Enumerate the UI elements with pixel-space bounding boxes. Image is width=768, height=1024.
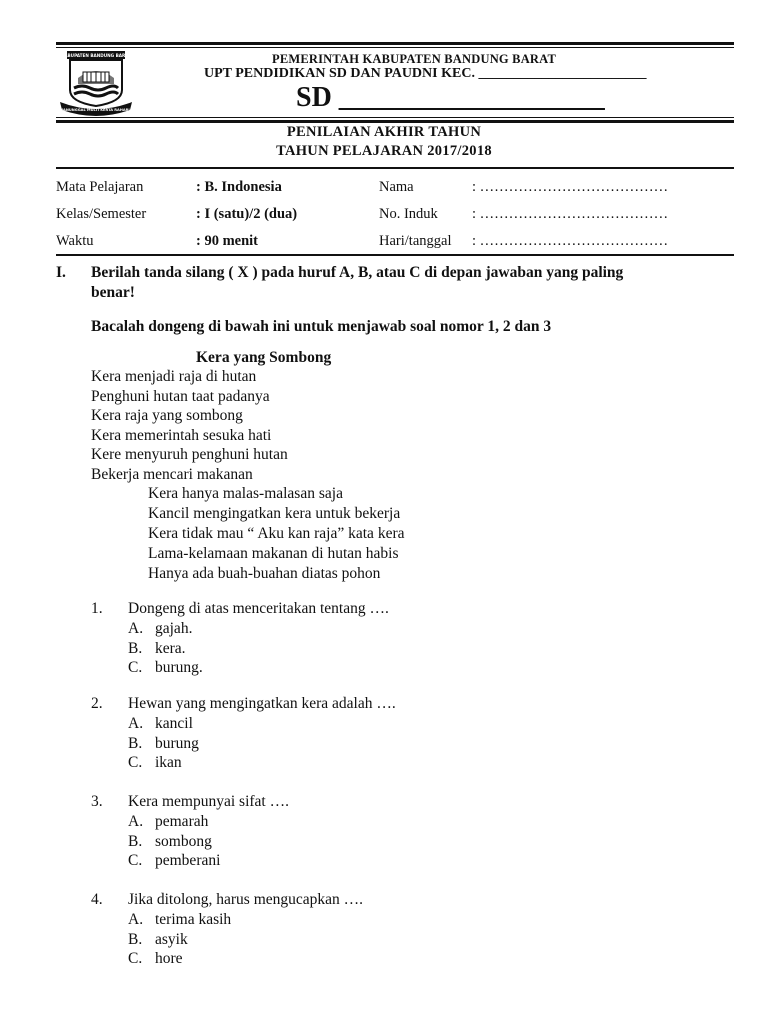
option-text[interactable]: sombong (155, 832, 212, 850)
option-letter[interactable]: A. (128, 715, 144, 732)
question-text: Jika ditolong, harus mengucapkan …. (128, 891, 364, 908)
story-line: Kancil mengingatkan kera untuk bekerja (148, 505, 401, 522)
info-label-student-id: No. Induk (379, 206, 438, 222)
question-number: 1. (91, 600, 103, 617)
section-instruction-line2: benar! (91, 284, 135, 301)
info-label-date: Hari/tanggal (379, 233, 452, 249)
question-text: Dongeng di atas menceritakan tentang …. (128, 600, 389, 617)
header-school-name: SD ___________________ (296, 82, 605, 113)
option-text[interactable]: pemarah (155, 813, 209, 830)
academic-year: TAHUN PELAJARAN 2017/2018 (276, 143, 492, 159)
option-text[interactable]: kera. (155, 639, 186, 657)
header-top-rule-thick (56, 42, 734, 45)
question-number: 3. (91, 793, 103, 810)
story-line: Bekerja mencari makanan (91, 466, 253, 483)
exam-title: PENILAIAN AKHIR TAHUN (286, 124, 482, 140)
option-letter[interactable]: B. (128, 639, 143, 657)
option-text[interactable]: terima kasih (155, 911, 232, 928)
option-text[interactable]: pemberani (155, 852, 221, 869)
section-number: I. (56, 264, 66, 281)
question-text: Kera mempunyai sifat …. (128, 793, 289, 810)
option-text[interactable]: burung (155, 734, 199, 752)
option-text[interactable]: ikan (155, 754, 182, 771)
info-value-date: : ………………………………… (472, 233, 669, 249)
option-letter[interactable]: A. (128, 911, 144, 928)
info-label-time: Waktu (56, 233, 94, 249)
header-top-rule-thin (56, 47, 734, 48)
option-letter[interactable]: C. (128, 852, 143, 869)
option-text[interactable]: gajah. (155, 620, 193, 637)
header-upt-name: UPT PENDIDIKAN SD DAN PAUDNI KEC. ________________________ (204, 66, 647, 81)
story-line: Hanya ada buah-buahan diatas pohon (148, 565, 381, 582)
info-label-name: Nama (379, 179, 414, 195)
story-line: Kera tidak mau “ Aku kan raja” kata kera (148, 525, 405, 542)
title-bottom-rule (56, 167, 734, 169)
info-value-time: : 90 menit (196, 233, 259, 249)
option-letter[interactable]: C. (128, 950, 143, 967)
story-title: Kera yang Sombong (196, 349, 332, 366)
option-letter[interactable]: C. (128, 659, 143, 676)
logo-motto-text: MANUNGGAL MULTI KERTA RAHARJA (59, 108, 133, 112)
info-label-class: Kelas/Semester (56, 206, 147, 222)
option-letter[interactable]: B. (128, 832, 143, 850)
reading-instruction: Bacalah dongeng di bawah ini untuk menjawab soal nomor 1, 2 dan 3 (91, 318, 552, 335)
story-line: Kera menjadi raja di hutan (91, 368, 257, 385)
story-line: Kera memerintah sesuka hati (91, 426, 272, 444)
option-text[interactable]: hore (155, 950, 183, 967)
option-letter[interactable]: C. (128, 754, 143, 771)
info-value-name: : ………………………………… (472, 179, 669, 195)
info-value-class: : I (satu)/2 (dua) (196, 206, 298, 222)
story-line: Kere menyuruh penghuni hutan (91, 446, 288, 464)
story-line: Penghuni hutan taat padanya (91, 387, 270, 405)
story-line: Kera raja yang sombong (91, 407, 243, 425)
header-bottom-rule-thin (56, 117, 734, 118)
option-letter[interactable]: A. (128, 620, 144, 637)
header-government-name: PEMERINTAH KABUPATEN BANDUNG BARAT (271, 52, 556, 66)
option-letter[interactable]: A. (128, 813, 144, 830)
info-label-subject: Mata Pelajaran (56, 179, 144, 195)
info-bottom-rule (56, 254, 734, 256)
question-number: 2. (91, 695, 103, 712)
story-line: Lama-kelamaan makanan di hutan habis (148, 545, 399, 562)
logo-banner-text: KABUPATEN BANDUNG BARAT (61, 53, 131, 58)
question-number: 4. (91, 891, 103, 908)
info-value-student-id: : ………………………………… (472, 206, 669, 222)
info-value-subject: : B. Indonesia (196, 179, 282, 195)
option-text[interactable]: kancil (155, 715, 193, 732)
story-line: Kera hanya malas-malasan saja (148, 485, 343, 502)
question-text: Hewan yang mengingatkan kera adalah …. (128, 695, 396, 712)
option-text[interactable]: asyik (155, 930, 188, 948)
option-letter[interactable]: B. (128, 734, 143, 752)
option-letter[interactable]: B. (128, 930, 143, 948)
section-instruction-line1: Berilah tanda silang ( X ) pada huruf A, B, atau C di depan jawaban yang paling (91, 264, 624, 281)
header-bottom-rule-thick (56, 120, 734, 123)
option-text[interactable]: burung. (155, 659, 203, 676)
